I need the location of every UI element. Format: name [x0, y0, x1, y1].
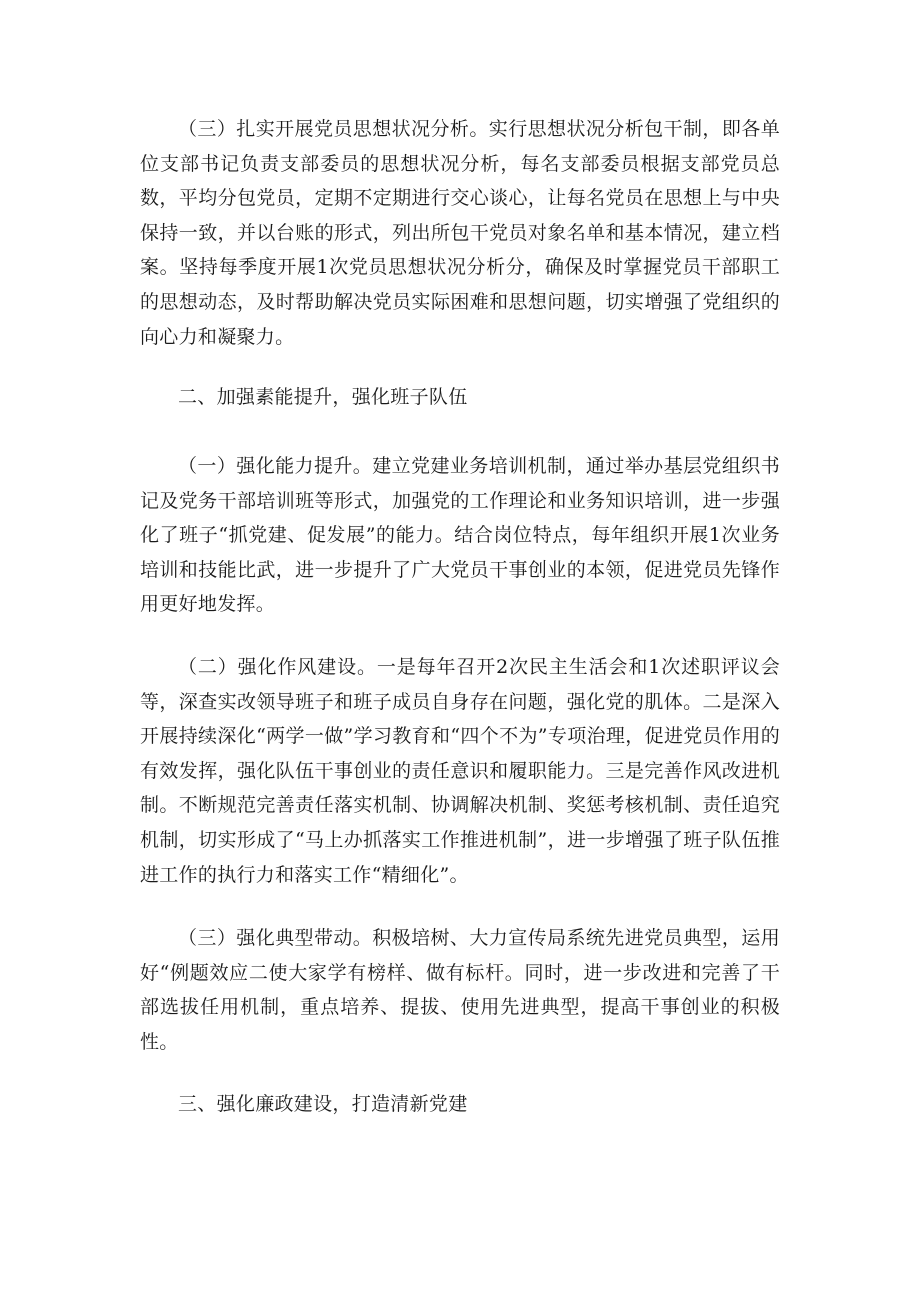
paragraph-work-style: （二）强化作风建设。一是每年召开2次民主生活会和1次述职评议会等，深查实改领导班子和班子成员自身存在问题，强化党的肌体。二是深入开展持续深化“两学一做”学习教育和“四个不为”专项治理，促进党员作用的有效发挥，强化队伍干事创业的责任意识和履职能力。三是完善作风改进机制。不断规范完善责任落实机制、协调解决机制、奖惩考核机制、责任追究机制，切实形成了“马上办抓落实工作推进机制”，进一步增强了班子队伍推进工作的执行力和落实工作“精细化”。 — [140, 656, 780, 886]
paragraph-role-models: （三）强化典型带动。积极培树、大力宣传局系统先进党员典型，运用好“例题效应二使大家学有榜样、做有标杆。同时，进一步改进和完善了干部选拔任用机制，重点培养、提拔、使用先进典型，提高干事创业的积极性。 — [140, 927, 780, 1053]
paragraph-thought-analysis: （三）扎实开展党员思想状况分析。实行思想状况分析包干制，即各单位支部书记负责支部委员的思想状况分析，每名支部委员根据支部党员总数，平均分包党员，定期不定期进行交心谈心，让每名党员在思想上与中央保持一致，并以台账的形式，列出所包干党员对象名单和基本情况，建立档案。坚持每季度开展1次党员思想状况分析分，确保及时掌握党员干部职工的思想动态，及时帮助解决党员实际困难和思想问题，切实增强了党组织的向心力和凝聚力。 — [140, 118, 780, 348]
paragraph-capability: （一）强化能力提升。建立党建业务培训机制，通过举办基层党组织书记及党务干部培训班等形式，加强党的工作理论和业务知识培训，进一步强化了班子“抓党建、促发展”的能力。结合岗位特点，每年组织开展1次业务培训和技能比武，进一步提升了广大党员干事创业的本领，促进党员先锋作用更好地发挥。 — [140, 455, 780, 616]
section-heading-3: 三、强化廉政建设，打造清新党建 — [178, 1093, 468, 1115]
section-heading-2: 二、加强素能提升，强化班子队伍 — [178, 386, 468, 408]
